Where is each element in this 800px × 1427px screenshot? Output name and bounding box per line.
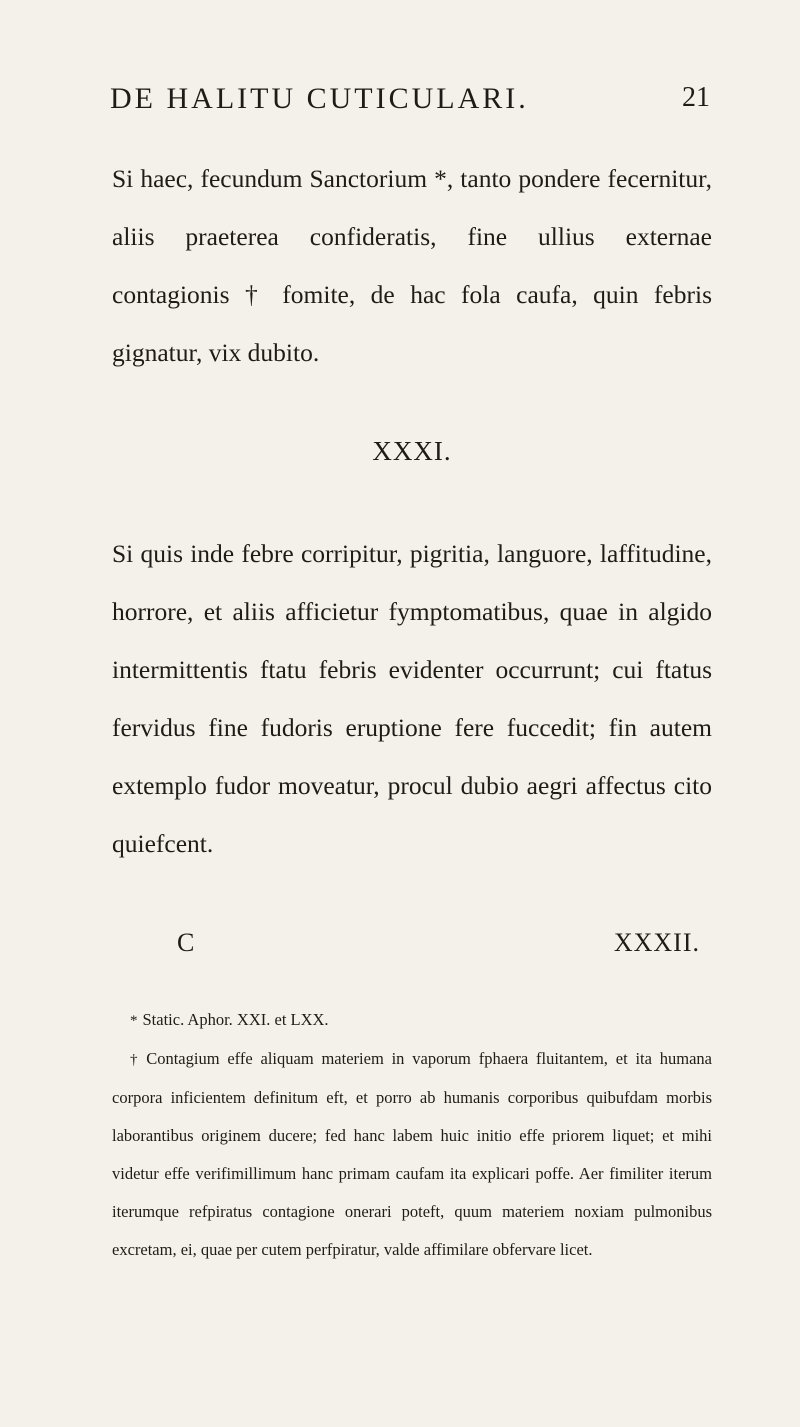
footnotes xyxy=(112,1001,712,1269)
footnote-static-text: Static. Aphor. XXI. et LXX. xyxy=(142,1010,329,1029)
footnote-dagger-mark: † xyxy=(130,1052,142,1068)
section-heading-xxxi: XXXI. xyxy=(372,436,452,466)
footnote-asterisk-mark: * xyxy=(130,1013,138,1029)
catchword: XXXII. xyxy=(613,928,700,957)
footnote-contagium-text: Contagium effe aliquam materiem in vaporum fphaera fluitantem, et ita humana corpora inficientem definitum eft, et porro ab humanis corporibus quibufdam morbis laborantibus originem ducere; fed hanc labem huic initio effe priorem liquet; et mihi videtur effe verifimillimum hanc primam caufam ita explicari poffe. Aer fimiliter iterum iterumque refpiratus contagione onerari poteft, quum materiem noxiam pulmonibus excretam, ei, quae per cutem perfpiratur, valde affimilare obfervare licet. xyxy=(112,1049,713,1259)
footnote-static xyxy=(112,1001,712,1040)
page-number: 21 xyxy=(682,82,710,113)
paragraph-2: Si quis inde febre corripitur, pigritia, languore, laffitudine, horrore, et aliis afficietur fymptomatibus, quae in algido intermittentis ftatu febris evidenter occurrunt; cui ftatus fervidus fine fudoris eruptione fere fuccedit; fin autem extemplo fudor moveatur, procul dubio aegri affectus cito quiefcent. xyxy=(112,539,712,858)
running-head xyxy=(110,82,710,122)
running-title: DE HALITU CUTICULARI. xyxy=(110,82,529,115)
footnote-contagium xyxy=(112,1040,712,1269)
main-text xyxy=(112,150,712,873)
signature-row xyxy=(112,928,712,968)
paragraph-1: Si haec, fecundum Sanctorium *, tanto pondere fecernitur, aliis praeterea confideratis, fine ullius externae contagionis † fomite, de hac fola caufa, quin febris gignatur, vix dubito. xyxy=(112,164,712,367)
signature-mark: C xyxy=(177,928,195,957)
